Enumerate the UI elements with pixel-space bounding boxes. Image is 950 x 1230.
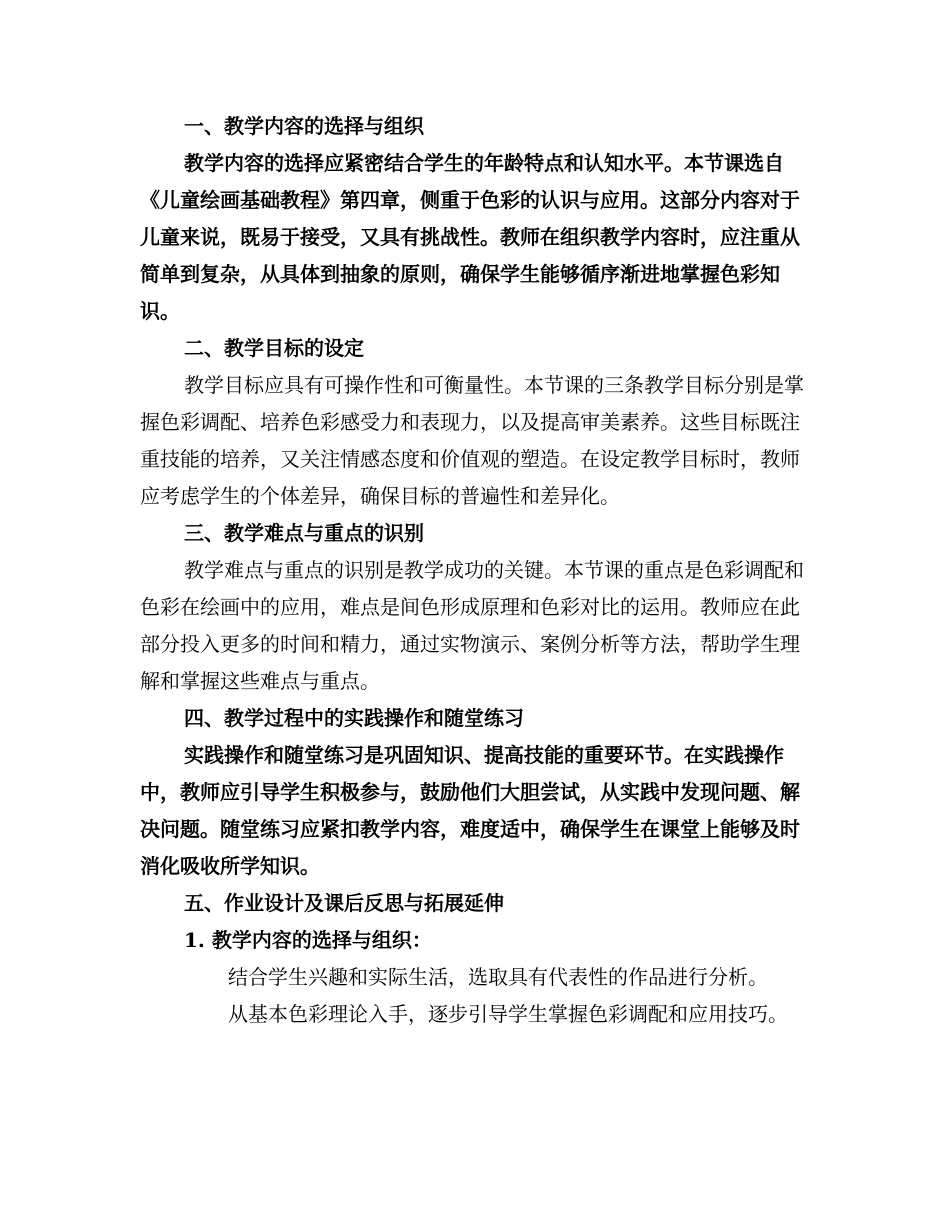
section-4-paragraph: 实践操作和随堂练习是巩固知识、提高技能的重要环节。在实践操作中，教师应引导学生积极参与，鼓励他们大胆尝试，从实践中发现问题、解决问题。随堂练习应紧扣教学内容，难度适中，确保学生在课堂上能够及时消化吸收所学知识。 [140,743,800,878]
section-4-heading: 四、教学过程中的实践操作和随堂练习 [184,706,524,730]
section-1-heading: 一、教学内容的选择与组织 [184,114,424,138]
section-1-paragraph: 教学内容的选择应紧密结合学生的年龄特点和认知水平。本节课选自《儿童绘画基础教程》第四章，侧重于色彩的认识与应用。这部分内容对于儿童来说，既易于接受，又具有挑战性。教师在组织教学内容时，应注重从简单到复杂，从具体到抽象的原则，确保学生能够循序渐进地掌握色彩知识。 [140,151,800,323]
section-3-heading: 三、教学难点与重点的识别 [184,521,424,545]
section-2-heading: 二、教学目标的设定 [184,336,364,360]
section-5-heading: 五、作业设计及课后反思与拓展延伸 [184,891,504,915]
list-subitem-2: 从基本色彩理论入手，逐步引导学生掌握色彩调配和应用技巧。 [228,1002,788,1026]
section-3-paragraph: 教学难点与重点的识别是教学成功的关键。本节课的重点是色彩调配和色彩在绘画中的应用，难点是间色形成原理和色彩对比的运用。教师应在此部分投入更多的时间和精力，通过实物演示、案例分析等方法，帮助学生理解和掌握这些难点与重点。 [140,558,804,693]
list-item-1: 1. 教学内容的选择与组织： [184,928,432,952]
document-body [140,108,810,1033]
list-subitem-1: 结合学生兴趣和实际生活，选取具有代表性的作品进行分析。 [228,965,768,989]
section-2-paragraph: 教学目标应具有可操作性和可衡量性。本节课的三条教学目标分别是掌握色彩调配、培养色彩感受力和表现力，以及提高审美素养。这些目标既注重技能的培养，又关注情感态度和价值观的塑造。在设定教学目标时，教师应考虑学生的个体差异，确保目标的普遍性和差异化。 [140,373,804,508]
